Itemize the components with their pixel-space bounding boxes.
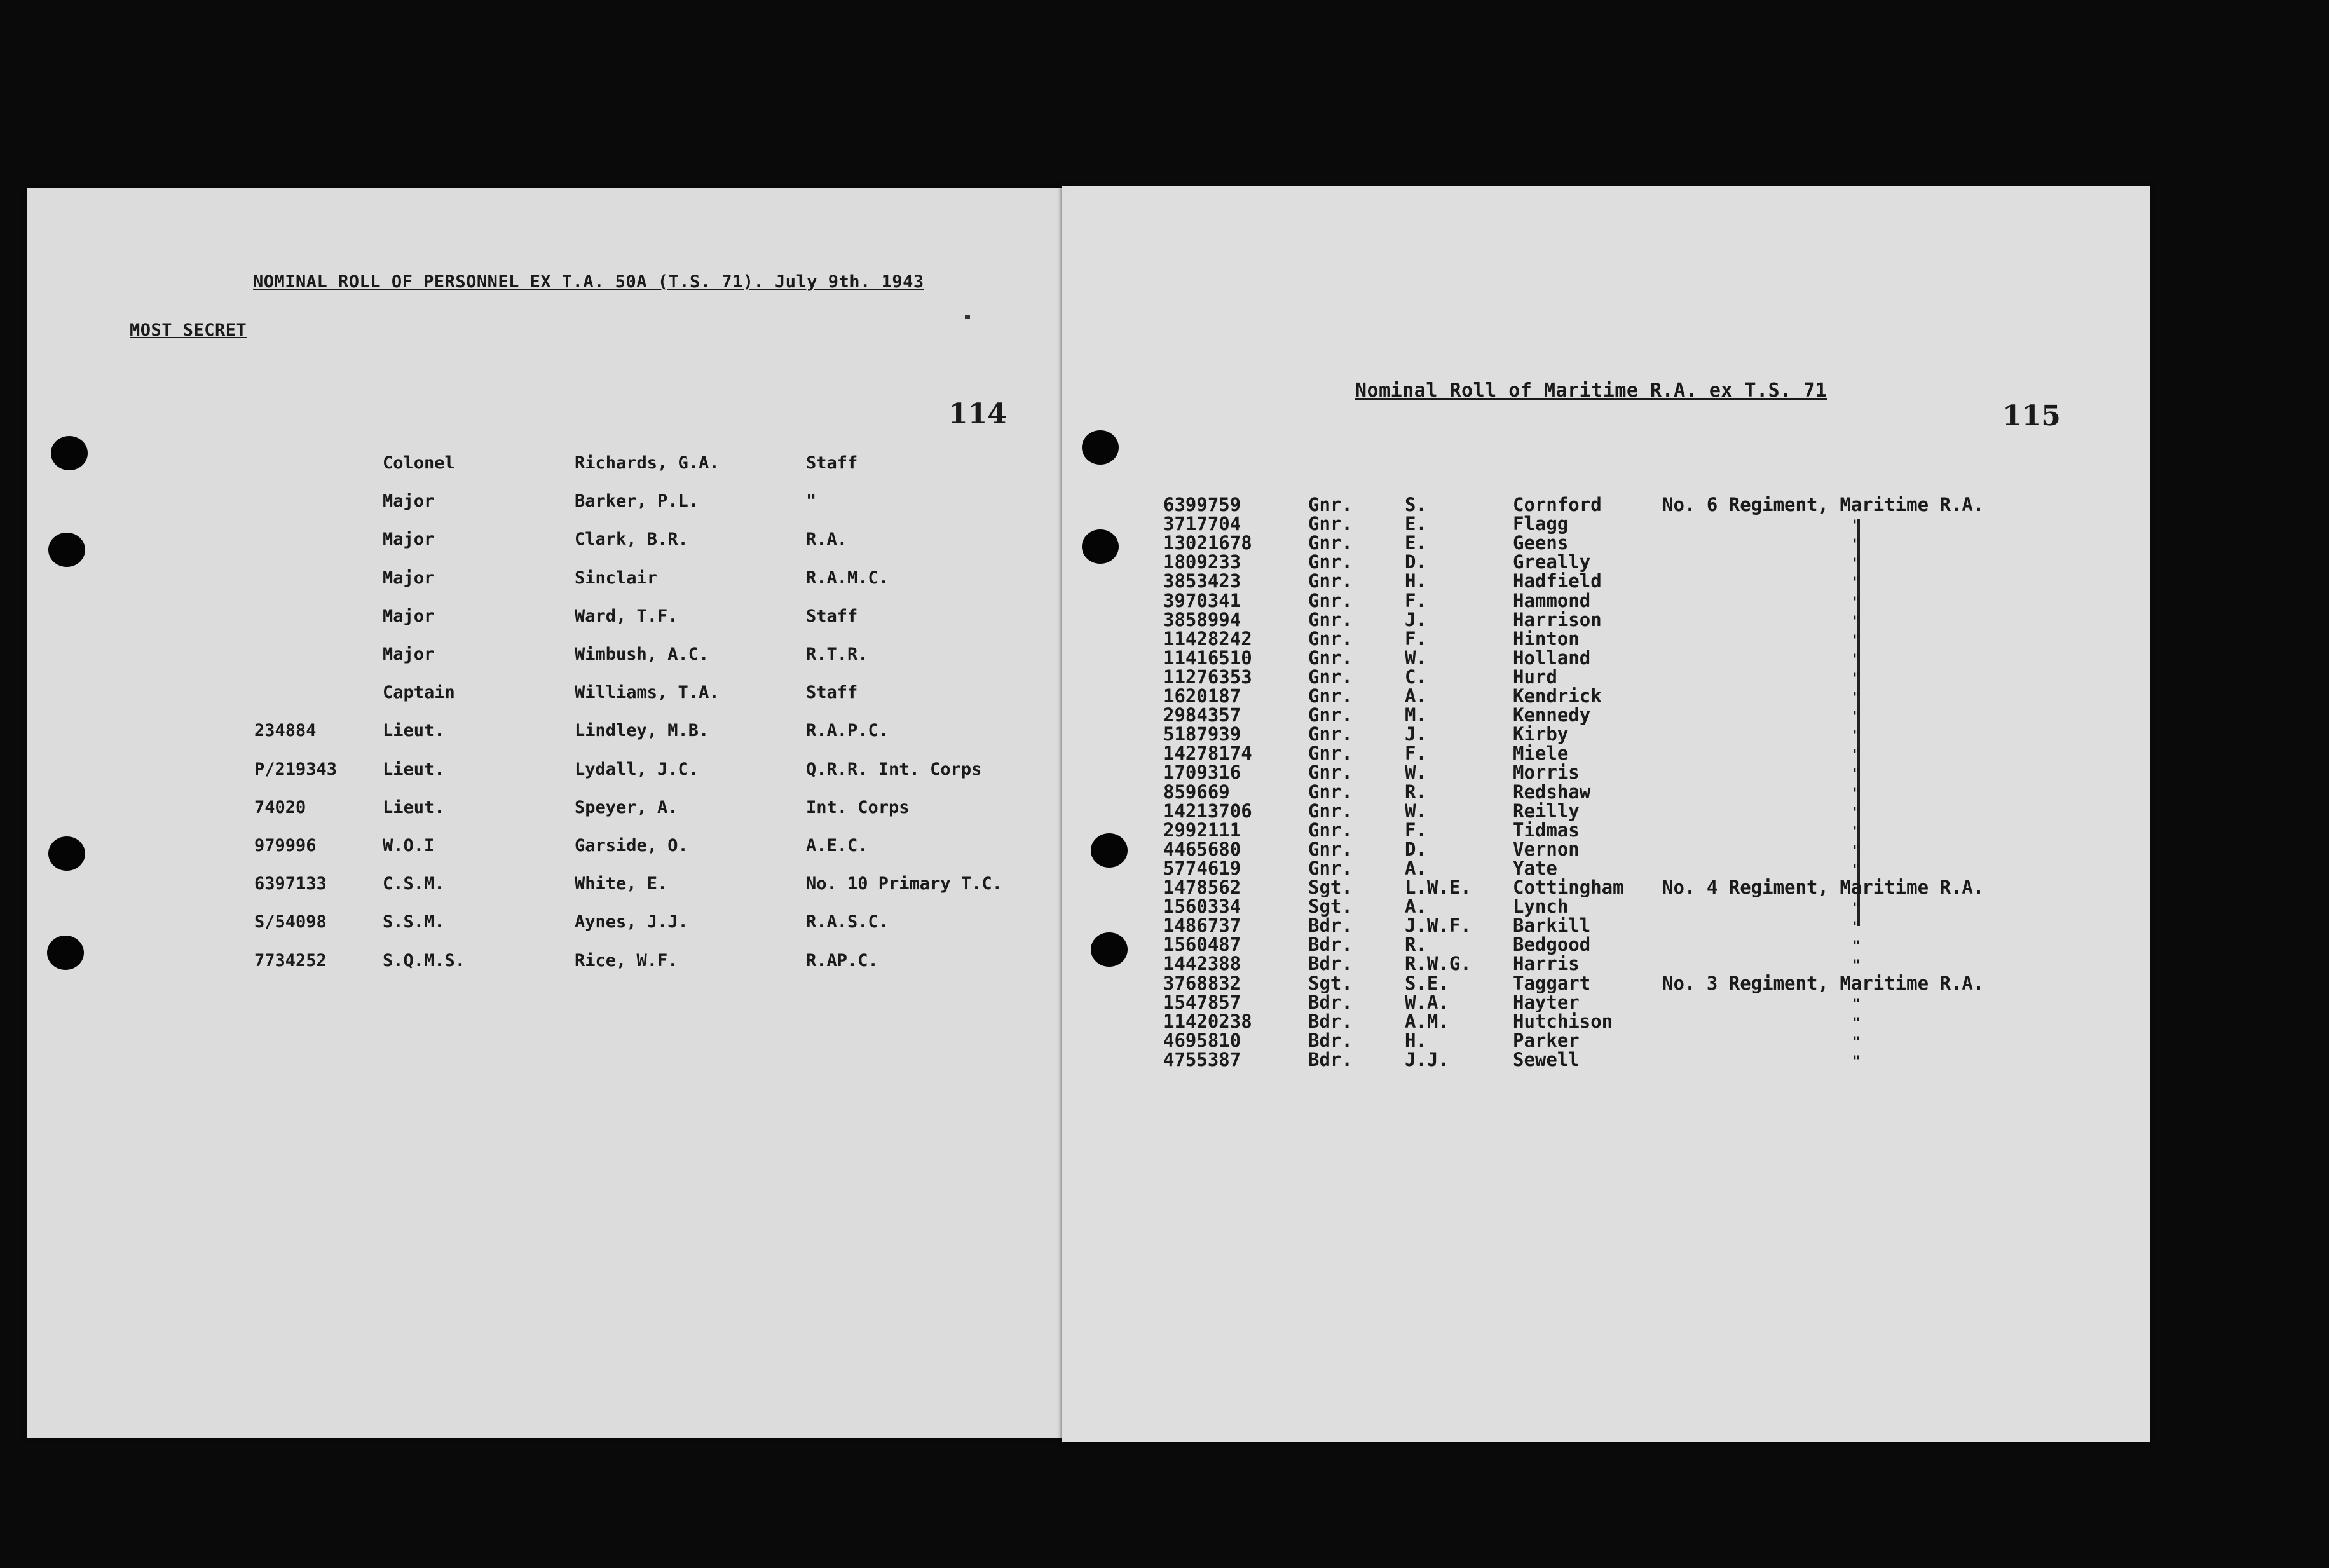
service-number: 4465680 [1163,838,1241,860]
initials: L.W.E. [1405,876,1472,898]
ditto-mark: " [1852,843,1861,859]
ditto-mark: " [1852,537,1861,554]
initials: J.J. [1405,1048,1449,1070]
initials: F. [1405,627,1427,650]
surname: Parker [1513,1029,1580,1051]
name: Lindley, M.B. [575,721,709,741]
surname: Lynch [1513,896,1569,918]
rank: Major [383,529,435,550]
initials: C. [1405,665,1427,688]
rank: Gnr. [1308,646,1353,669]
initials: R.W.G. [1405,953,1472,975]
surname: Holland [1513,646,1591,669]
ditto-mark: " [1852,518,1861,535]
initials: D. [1405,838,1427,860]
unit: Staff [806,606,858,626]
initials: W. [1405,761,1427,784]
surname: Greally [1513,551,1591,573]
regiment-label: No. 3 Regiment, Maritime R.A. [1662,972,1984,994]
service-number: 3970341 [1163,589,1241,611]
rank: Gnr. [1308,532,1353,554]
rank: Gnr. [1308,513,1353,535]
initials: D. [1405,551,1427,573]
rank: Bdr. [1308,915,1353,937]
surname: Kirby [1513,723,1569,746]
rank: Sgt. [1308,896,1353,918]
initials: F. [1405,589,1427,611]
unit: Q.R.R. Int. Corps [806,759,982,779]
punch-hole [1082,529,1119,564]
rank: Bdr. [1308,1010,1353,1032]
service-number: 5774619 [1163,857,1241,879]
ditto-mark: " [1852,690,1861,706]
ditto-mark: " [1852,767,1861,783]
rank: Major [383,568,435,588]
rank: Major [383,644,435,664]
surname: Hurd [1513,665,1557,688]
punch-hole [48,533,85,567]
punch-hole [1091,833,1128,868]
unit: R.A.M.C. [806,568,889,588]
rank: Gnr. [1308,819,1353,841]
ditto-mark: " [1852,671,1861,687]
rank: Gnr. [1308,608,1353,631]
ditto-mark: " [1852,632,1861,649]
initials: F. [1405,742,1427,765]
service-number: 3858994 [1163,608,1241,631]
service-number: 3768832 [1163,972,1241,994]
right-page-number: 115 [2002,400,2061,432]
ditto-mark: " [1852,747,1861,764]
ditto-mark: " [1852,594,1861,611]
service-number: 1486737 [1163,915,1241,937]
service-number: 4695810 [1163,1029,1241,1051]
rank: W.O.I [383,836,435,856]
initials: J.W.F. [1405,915,1472,937]
service-number: 1478562 [1163,876,1241,898]
rank: Sgt. [1308,972,1353,994]
ditto-mark: " [1852,824,1861,840]
ditto-mark: " [1852,1034,1861,1051]
unit: R.T.R. [806,644,868,664]
name: Wimbush, A.C. [575,644,709,664]
surname: Hammond [1513,589,1591,611]
initials: W. [1405,646,1427,669]
classification-marking: MOST SECRET [130,320,247,340]
surname: Harris [1513,953,1580,975]
surname: Hinton [1513,627,1580,650]
service-number: 11416510 [1163,646,1252,669]
rank: Major [383,491,435,512]
unit: " [806,491,817,512]
surname: Hadfield [1513,570,1602,592]
surname: Geens [1513,532,1569,554]
left-document-page [27,188,1062,1438]
initials: H. [1405,1029,1427,1051]
surname: Flagg [1513,513,1569,535]
surname: Morris [1513,761,1580,784]
initials: W. [1405,800,1427,822]
ditto-mark: " [1852,709,1861,726]
unit: R.A.S.C. [806,912,889,932]
surname: Cottingham [1513,876,1624,898]
service-number: 5187939 [1163,723,1241,746]
rank: Gnr. [1308,494,1353,515]
unit: Staff [806,453,858,473]
rank: Captain [383,683,455,703]
rank: Lieut. [383,721,445,741]
rank: Bdr. [1308,1029,1353,1051]
ditto-mark: " [1852,805,1861,821]
name: White, E. [575,874,668,894]
service-number: 4755387 [1163,1048,1241,1070]
rank: Gnr. [1308,857,1353,879]
service-number: 7734252 [254,950,327,971]
service-number: 1547857 [1163,991,1241,1013]
initials: M. [1405,704,1427,726]
service-number: 2992111 [1163,819,1241,841]
initials: F. [1405,819,1427,841]
name: Sinclair [575,568,658,588]
service-number: 74020 [254,797,306,817]
left-page-heading: NOMINAL ROLL OF PERSONNEL EX T.A. 50A (T.S. 71). July 9th. 1943 [253,272,924,292]
service-number: S/54098 [254,912,327,932]
surname: Harrison [1513,608,1602,631]
rank: Lieut. [383,759,445,779]
service-number: 859669 [1163,781,1230,803]
rank: S.S.M. [383,912,445,932]
rank: Bdr. [1308,934,1353,956]
service-number: 1809233 [1163,551,1241,573]
service-number: 1442388 [1163,953,1241,975]
surname: Kendrick [1513,685,1602,707]
rank: Gnr. [1308,723,1353,746]
rank: Lieut. [383,797,445,817]
ditto-mark: " [1852,651,1861,668]
name: Barker, P.L. [575,491,699,512]
initials: E. [1405,513,1427,535]
initials: A.M. [1405,1010,1449,1032]
service-number: 234884 [254,721,317,741]
unit: Int. Corps [806,797,910,817]
service-number: 11276353 [1163,665,1252,688]
service-number: 1620187 [1163,685,1241,707]
name: Aynes, J.J. [575,912,688,932]
initials: A. [1405,857,1427,879]
initials: W.A. [1405,991,1449,1013]
ditto-mark: " [1852,996,1861,1012]
name: Lydall, J.C. [575,759,699,779]
rank: Colonel [383,453,455,473]
ditto-mark: " [1852,575,1861,592]
service-number: P/219343 [254,759,338,779]
surname: Bedgood [1513,934,1591,956]
initials: S. [1405,494,1427,515]
service-number: 3853423 [1163,570,1241,592]
name: Ward, T.F. [575,606,678,626]
name: Clark, B.R. [575,529,688,550]
punch-hole [48,836,85,871]
service-number: 6399759 [1163,494,1241,515]
service-number: 3717704 [1163,513,1241,535]
surname: Taggart [1513,972,1591,994]
rank: Gnr. [1308,781,1353,803]
ditto-mark: " [1852,1015,1861,1032]
rank: Gnr. [1308,838,1353,860]
surname: Cornford [1513,494,1602,515]
initials: A. [1405,685,1427,707]
surname: Hutchison [1513,1010,1613,1032]
service-number: 13021678 [1163,532,1252,554]
rank: C.S.M. [383,874,445,894]
ditto-mark: " [1852,901,1861,917]
surname: Reilly [1513,800,1580,822]
ditto-mark: " [1852,862,1861,878]
surname: Tidmas [1513,819,1580,841]
rank: Bdr. [1308,1048,1353,1070]
right-page-heading: Nominal Roll of Maritime R.A. ex T.S. 71 [1355,379,1827,402]
rank: Gnr. [1308,800,1353,822]
right-document-page [1062,186,2150,1442]
initials: H. [1405,570,1427,592]
service-number: 1560334 [1163,896,1241,918]
initials: J. [1405,723,1427,746]
surname: Sewell [1513,1048,1580,1070]
surname: Hayter [1513,991,1580,1013]
unit: No. 10 Primary T.C. [806,874,1002,894]
rank: Gnr. [1308,742,1353,765]
ink-speck [965,315,970,319]
service-number: 6397133 [254,874,327,894]
service-number: 11428242 [1163,627,1252,650]
surname: Vernon [1513,838,1580,860]
ditto-mark: " [1852,939,1861,955]
rank: S.Q.M.S. [383,950,466,971]
ditto-mark: " [1852,613,1861,630]
ditto-mark: " [1852,958,1861,974]
service-number: 979996 [254,836,317,856]
punch-hole [47,936,84,970]
punch-hole [1082,430,1119,465]
punch-hole [51,436,88,470]
initials: J. [1405,608,1427,631]
unit: R.A.P.C. [806,721,889,741]
rank: Gnr. [1308,761,1353,784]
unit: A.E.C. [806,836,868,856]
unit: Staff [806,683,858,703]
rank: Bdr. [1308,953,1353,975]
regiment-label: No. 6 Regiment, Maritime R.A. [1662,494,1984,515]
initials: S.E. [1405,972,1449,994]
ditto-mark: " [1852,920,1861,936]
rank: Gnr. [1308,551,1353,573]
rank: Bdr. [1308,991,1353,1013]
surname: Yate [1513,857,1557,879]
surname: Kennedy [1513,704,1591,726]
rank: Gnr. [1308,685,1353,707]
rank: Major [383,606,435,626]
unit: R.A. [806,529,848,550]
rank: Gnr. [1308,570,1353,592]
ditto-mark: " [1852,786,1861,802]
surname: Miele [1513,742,1569,765]
initials: R. [1405,781,1427,803]
rank: Gnr. [1308,589,1353,611]
name: Richards, G.A. [575,453,720,473]
punch-hole [1091,932,1128,967]
rank: Gnr. [1308,704,1353,726]
service-number: 1709316 [1163,761,1241,784]
service-number: 1560487 [1163,934,1241,956]
left-page-number: 114 [948,398,1007,430]
name: Williams, T.A. [575,683,720,703]
surname: Redshaw [1513,781,1591,803]
initials: R. [1405,934,1427,956]
ditto-mark: " [1852,728,1861,745]
service-number: 14278174 [1163,742,1252,765]
regiment-label: No. 4 Regiment, Maritime R.A. [1662,876,1984,898]
rank: Gnr. [1308,627,1353,650]
name: Garside, O. [575,836,688,856]
service-number: 11420238 [1163,1010,1252,1032]
service-number: 14213706 [1163,800,1252,822]
service-number: 2984357 [1163,704,1241,726]
rank: Gnr. [1308,665,1353,688]
ditto-mark: " [1852,1053,1861,1070]
ditto-mark: " [1852,556,1861,573]
name: Rice, W.F. [575,950,678,971]
surname: Barkill [1513,915,1591,937]
unit: R.AP.C. [806,950,878,971]
initials: E. [1405,532,1427,554]
rank: Sgt. [1308,876,1353,898]
initials: A. [1405,896,1427,918]
name: Speyer, A. [575,797,678,817]
